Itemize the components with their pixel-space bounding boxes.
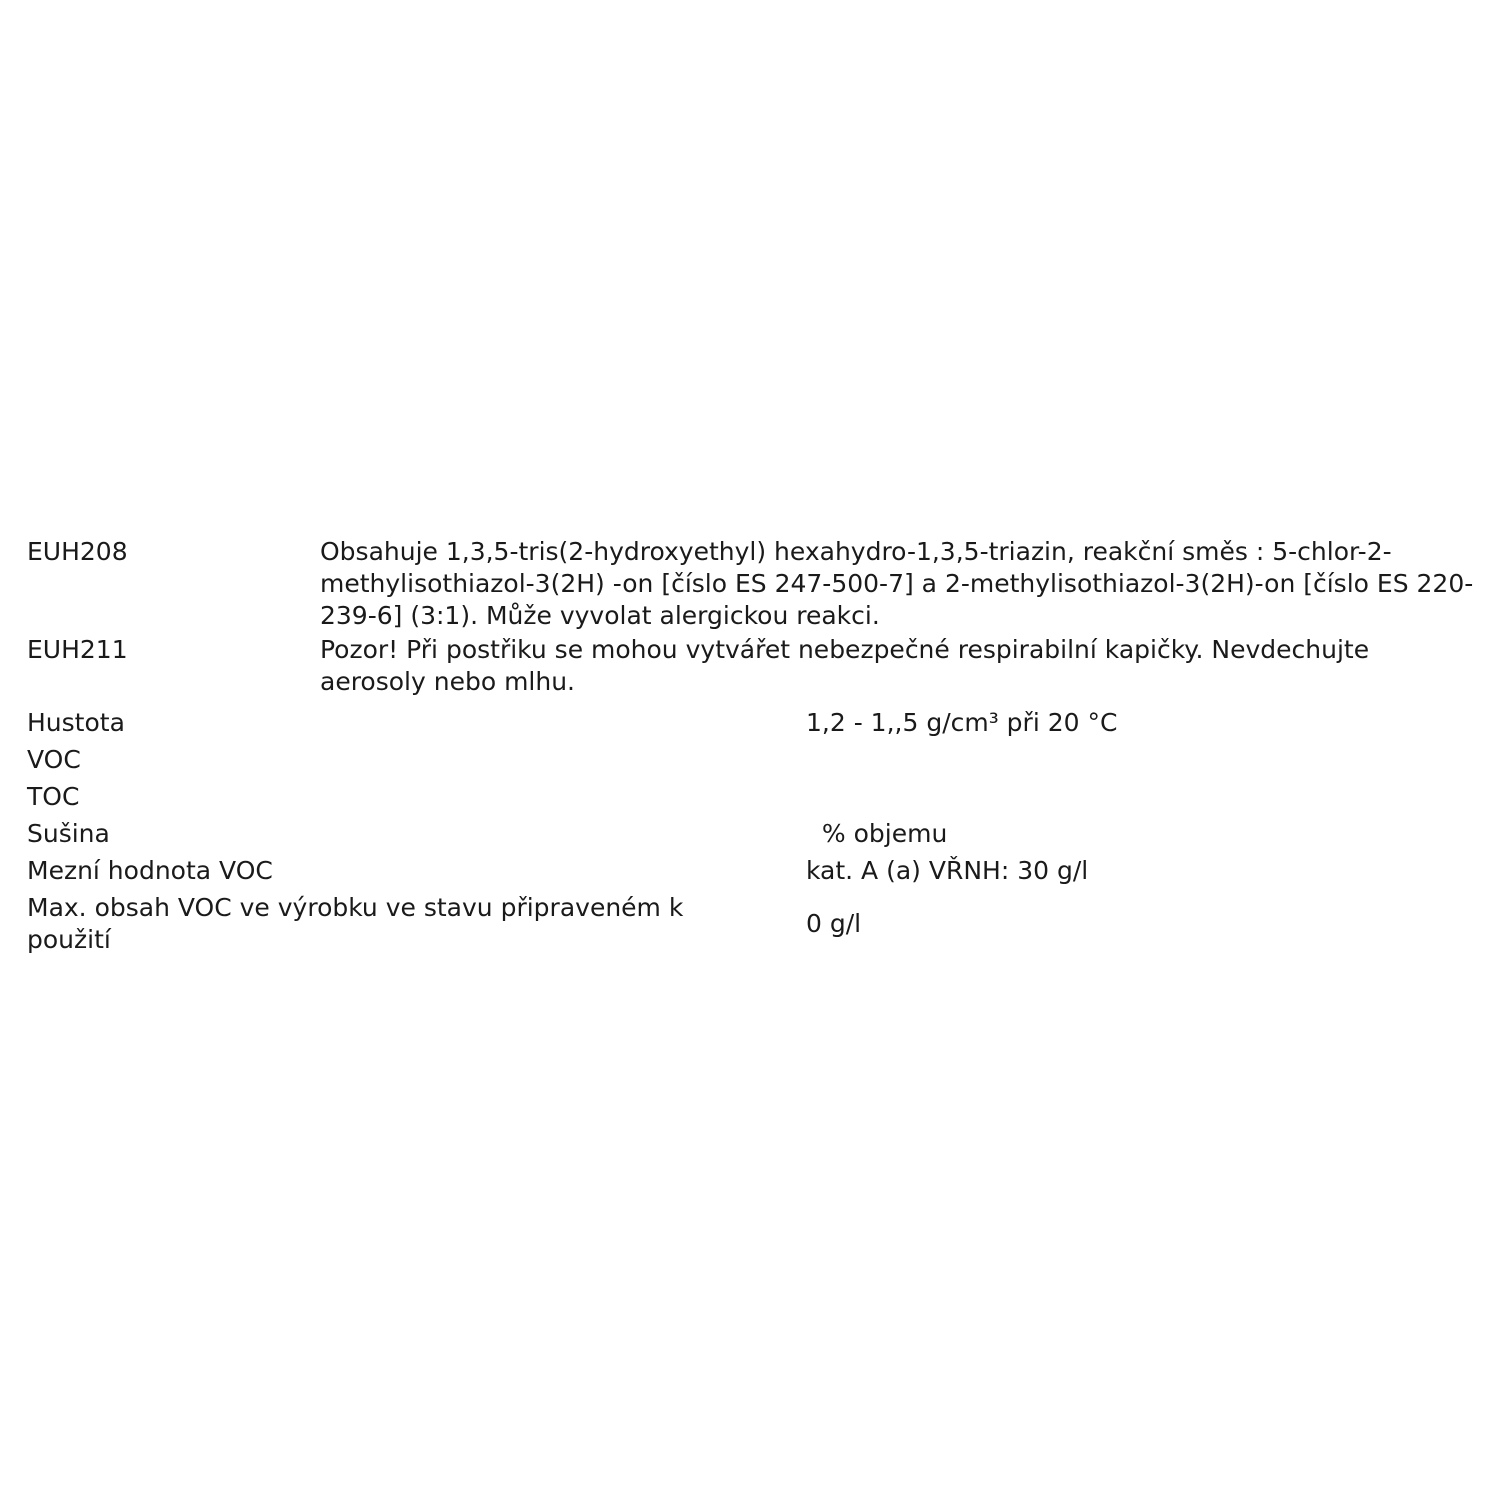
hazard-statement-row — [27, 634, 1493, 704]
property-label: Mezní hodnota VOC — [27, 855, 273, 885]
property-value: % objemu — [806, 818, 948, 848]
property-row — [27, 815, 1493, 852]
property-label: TOC — [27, 781, 80, 811]
hazard-code: EUH208 — [27, 537, 128, 566]
hazard-statement-row — [27, 536, 1493, 634]
property-row — [27, 704, 1493, 741]
property-row — [27, 741, 1493, 778]
hazard-code: EUH211 — [27, 635, 128, 664]
property-label: VOC — [27, 744, 81, 774]
property-value: 0 g/l — [806, 909, 862, 938]
property-label: Sušina — [27, 818, 110, 848]
hazard-text: Obsahuje 1,3,5-tris(2-hydroxyethyl) hexahydro-1,3,5-triazin, reakční směs : 5-chlor-2-methylisothiazol-3(2H) -on [číslo ES 247-500-7] a 2-methylisothiazol-3(2H)-on [číslo ES 220-239-6] (3:1). Může vyvolat alergickou reakci. — [320, 537, 1474, 630]
property-label-text: Max. obsah VOC ve výrobku ve stavu připraveném k použití — [27, 893, 684, 954]
property-value: 1,2 - 1,,5 g/cm³ při 20 °C — [806, 707, 1118, 737]
property-value: kat. A (a) VŘNH: 30 g/l — [806, 855, 1089, 885]
property-row — [27, 778, 1493, 815]
hazard-text: Pozor! Při postřiku se mohou vytvářet nebezpečné respirabilní kapičky. Nevdechujte aerosoly nebo mlhu. — [320, 635, 1370, 696]
property-label: Hustota — [27, 707, 125, 737]
property-row — [27, 889, 1493, 959]
property-label — [27, 892, 806, 956]
property-row — [27, 852, 1493, 889]
safety-data-sheet-excerpt — [27, 536, 1493, 959]
